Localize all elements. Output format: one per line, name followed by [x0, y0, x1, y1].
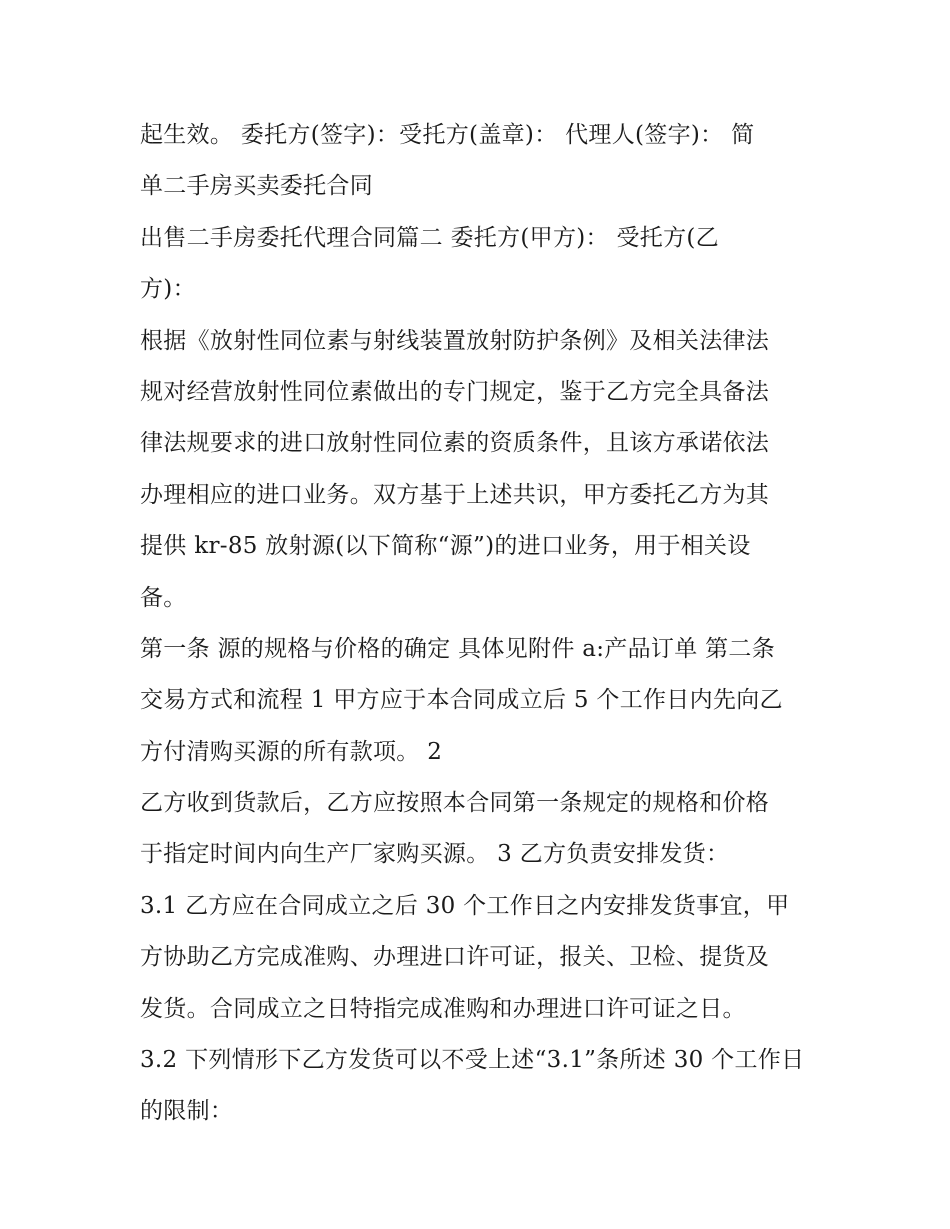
text-line: 方)： [140, 276, 196, 303]
text-line: 第一条 源的规格与价格的确定 具体见附件 a:产品订单 第二条 [140, 635, 776, 662]
text-line: 起生效。 委托方(签字)：受托方(盖章)： 代理人(签字)： 简 [140, 122, 755, 148]
text-line: 办理相应的进口业务。双方基于上述共识，甲方委托乙方为其 [140, 481, 770, 508]
text-line: 的限制： [140, 1098, 234, 1125]
text-line: 交易方式和流程 1 甲方应于本合同成立后 5 个工作日内先向乙 [140, 687, 783, 714]
text-line: 单二手房买卖委托合同 [140, 173, 373, 200]
text-line: 方付清购买源的所有款项。 2 [140, 738, 443, 765]
text-line: 出售二手房委托代理合同篇二 委托方(甲方)： 受托方(乙 [140, 224, 719, 251]
text-line: 根据《放射性同位素与射线装置放射防护条例》及相关法律法 [140, 327, 770, 354]
text-line: 律法规要求的进口放射性同位素的资质条件，且该方承诺依法 [140, 430, 770, 457]
text-line: 于指定时间内向生产厂家购买源。 3 乙方负责安排发货： [140, 841, 730, 868]
text-line: 发货。合同成立之日特指完成准购和办理进口许可证之日。 [140, 995, 746, 1022]
contract-text [140, 110, 820, 1138]
text-line: 方协助乙方完成准购、办理进口许可证，报关、卫检、提货及 [140, 944, 770, 971]
text-line: 乙方收到货款后，乙方应按照本合同第一条规定的规格和价格 [140, 790, 770, 817]
text-line: 提供 kr-85 放射源(以下简称“源”)的进口业务，用于相关设 [140, 533, 751, 560]
text-line: 3.2 下列情形下乙方发货可以不受上述“3.1”条所述 30 个工作日 [140, 1047, 805, 1074]
text-line: 备。 [140, 584, 187, 611]
text-line: 3.1 乙方应在合同成立之后 30 个工作日之内安排发货事宜，甲 [140, 892, 790, 919]
text-line: 规对经营放射性同位素做出的专门规定，鉴于乙方完全具备法 [140, 378, 770, 405]
